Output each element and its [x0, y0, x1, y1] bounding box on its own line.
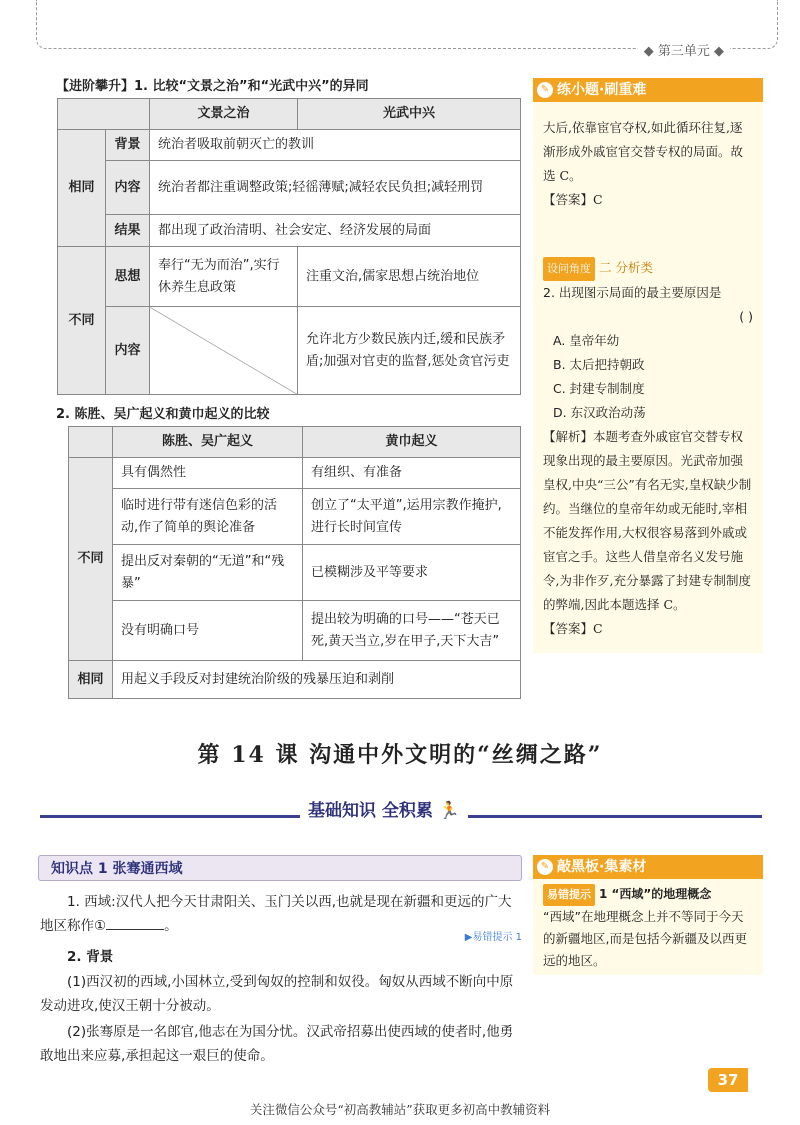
- sidebar-header: ✎ 敲黑板·集素材: [533, 855, 763, 879]
- question-angle: 设问角度 二 分析类: [533, 256, 763, 281]
- question-stem: 2. 出现图示局面的最主要原因是: [543, 285, 722, 300]
- paragraph-west-region: 1. 西域:汉代人把今天甘肃阳关、玉门关以西,也就是现在新疆和更远的广大地区称作① 。: [40, 894, 512, 934]
- row-label: 内容: [106, 161, 150, 215]
- diagonal-empty-cell: [150, 307, 298, 395]
- row-label: 背景: [106, 130, 150, 161]
- subheading-background: 2. 背景: [67, 949, 114, 965]
- table-cell: 统治者吸取前朝灭亡的教训: [150, 130, 521, 161]
- option-c: C. 封建专制制度: [553, 381, 645, 396]
- table-cell: 都出现了政治清明、社会安定、经济发展的局面: [150, 215, 521, 247]
- comparison-table-1: [57, 98, 521, 395]
- answer: 【答案】C: [543, 192, 603, 207]
- table1-title: 【进阶攀升】1. 比较“文景之治”和“光武中兴”的异同: [56, 79, 369, 94]
- col-header: 陈胜、吴广起义: [113, 427, 303, 458]
- answer-parentheses: ( ): [739, 309, 753, 324]
- comparison-table-2: [68, 426, 521, 699]
- badge-icon: ✎: [537, 82, 553, 98]
- badge-icon: ✎: [537, 859, 553, 875]
- row-group-label: 不同: [69, 458, 113, 661]
- error-hint-heading: 易错提示 1 “西域”的地理概念: [533, 879, 763, 906]
- col-header: 光武中兴: [298, 99, 521, 130]
- unit-label: ◆ 第三单元 ◆: [638, 40, 730, 59]
- explanation-continued: 大后,依靠宦官夺权,如此循环往复,逐渐形成外戚宦官交替专权的局面。故选 C。: [543, 120, 744, 183]
- sidebar-notes: [533, 855, 763, 975]
- option-a: A. 皇帝年幼: [553, 333, 620, 348]
- runner-icon: 🏃: [438, 801, 461, 821]
- table-cell: 创立了“太平道”,运用宗教作掩护,进行长时间宣传: [303, 489, 521, 545]
- fill-blank: [106, 915, 164, 930]
- row-group-label: 相同: [69, 661, 113, 699]
- table-cell: 有组织、有准备: [303, 458, 521, 489]
- table-cell: 具有偶然性: [113, 458, 303, 489]
- table-cell: 用起义手段反对封建统治阶级的残暴压迫和剥削: [113, 661, 521, 699]
- paragraph: (1)西汉初的西域,小国林立,受到匈奴的控制和奴役。匈奴从西域不断向中原发动进攻,使汉王朝十分被动。: [40, 974, 514, 1014]
- table-cell: 允许北方少数民族内迁,缓和民族矛盾;加强对官吏的监督,惩处贪官污吏: [298, 307, 521, 395]
- analysis: 【解析】本题考查外戚宦官交替专权现象出现的最主要原因。光武帝加强皇权,中央“三公”有名无实,皇权缺少制约。当继位的皇帝年幼或无能时,宰相不能发挥作用,大权很容易落到外戚或宦官之手。这些人借皇帝名义发号施令,为非作歹,充分暴露了封建专制制度的弊端,因此本题选择 C。: [543, 429, 752, 612]
- row-group-label: 相同: [58, 130, 106, 247]
- paragraph: (2)张骞原是一名郎官,他志在为国分忧。汉武帝招募出使西域的使者时,他勇敢地出来应募,承担起这一艰巨的使命。: [40, 1024, 514, 1064]
- page-number: 37: [708, 1068, 748, 1092]
- table-cell: 提出较为明确的口号——“苍天已死,黄天当立,岁在甲子,天下大吉”: [303, 601, 521, 661]
- row-group-label: 不同: [58, 247, 106, 395]
- sidebar-header: ✎ 练小题·刷重难: [533, 78, 763, 102]
- footer-note: 关注微信公众号“初高教辅站”获取更多初高中教辅资料: [249, 1102, 551, 1117]
- option-b: B. 太后把持朝政: [553, 357, 645, 372]
- table-cell: 注重文治,儒家思想占统治地位: [298, 247, 521, 307]
- table-cell: 没有明确口号: [113, 601, 303, 661]
- section-title: 基础知识 全积累 🏃: [300, 796, 468, 821]
- row-label: 内容: [106, 307, 150, 395]
- knowledge-point-title: 知识点 1 张骞通西域: [38, 855, 522, 881]
- table2-title: 2. 陈胜、吴广起义和黄巾起义的比较: [56, 407, 270, 422]
- col-header: 文景之治: [150, 99, 298, 130]
- table-cell: 已模糊涉及平等要求: [303, 545, 521, 601]
- table-cell: 奉行“无为而治”,实行休养生息政策: [150, 247, 298, 307]
- table-cell: 提出反对秦朝的“无道”和“残暴”: [113, 545, 303, 601]
- row-label: 结果: [106, 215, 150, 247]
- error-hint-link: ▶易错提示 1: [464, 932, 522, 943]
- error-hint-text: “西域”在地理概念上并不等同于今天的新疆地区,而是包括今新疆及以西更远的地区。: [543, 909, 747, 968]
- table-cell: 统治者都注重调整政策;轻徭薄赋;减轻农民负担;减轻刑罚: [150, 161, 521, 215]
- lesson-title: 第 14 课 沟通中外文明的“丝绸之路”: [197, 742, 603, 768]
- row-label: 思想: [106, 247, 150, 307]
- table-cell: 临时进行带有迷信色彩的活动,作了简单的舆论准备: [113, 489, 303, 545]
- sidebar-practice: [533, 78, 763, 653]
- col-header: 黄巾起义: [303, 427, 521, 458]
- option-d: D. 东汉政治动荡: [553, 405, 646, 420]
- answer: 【答案】C: [543, 621, 603, 636]
